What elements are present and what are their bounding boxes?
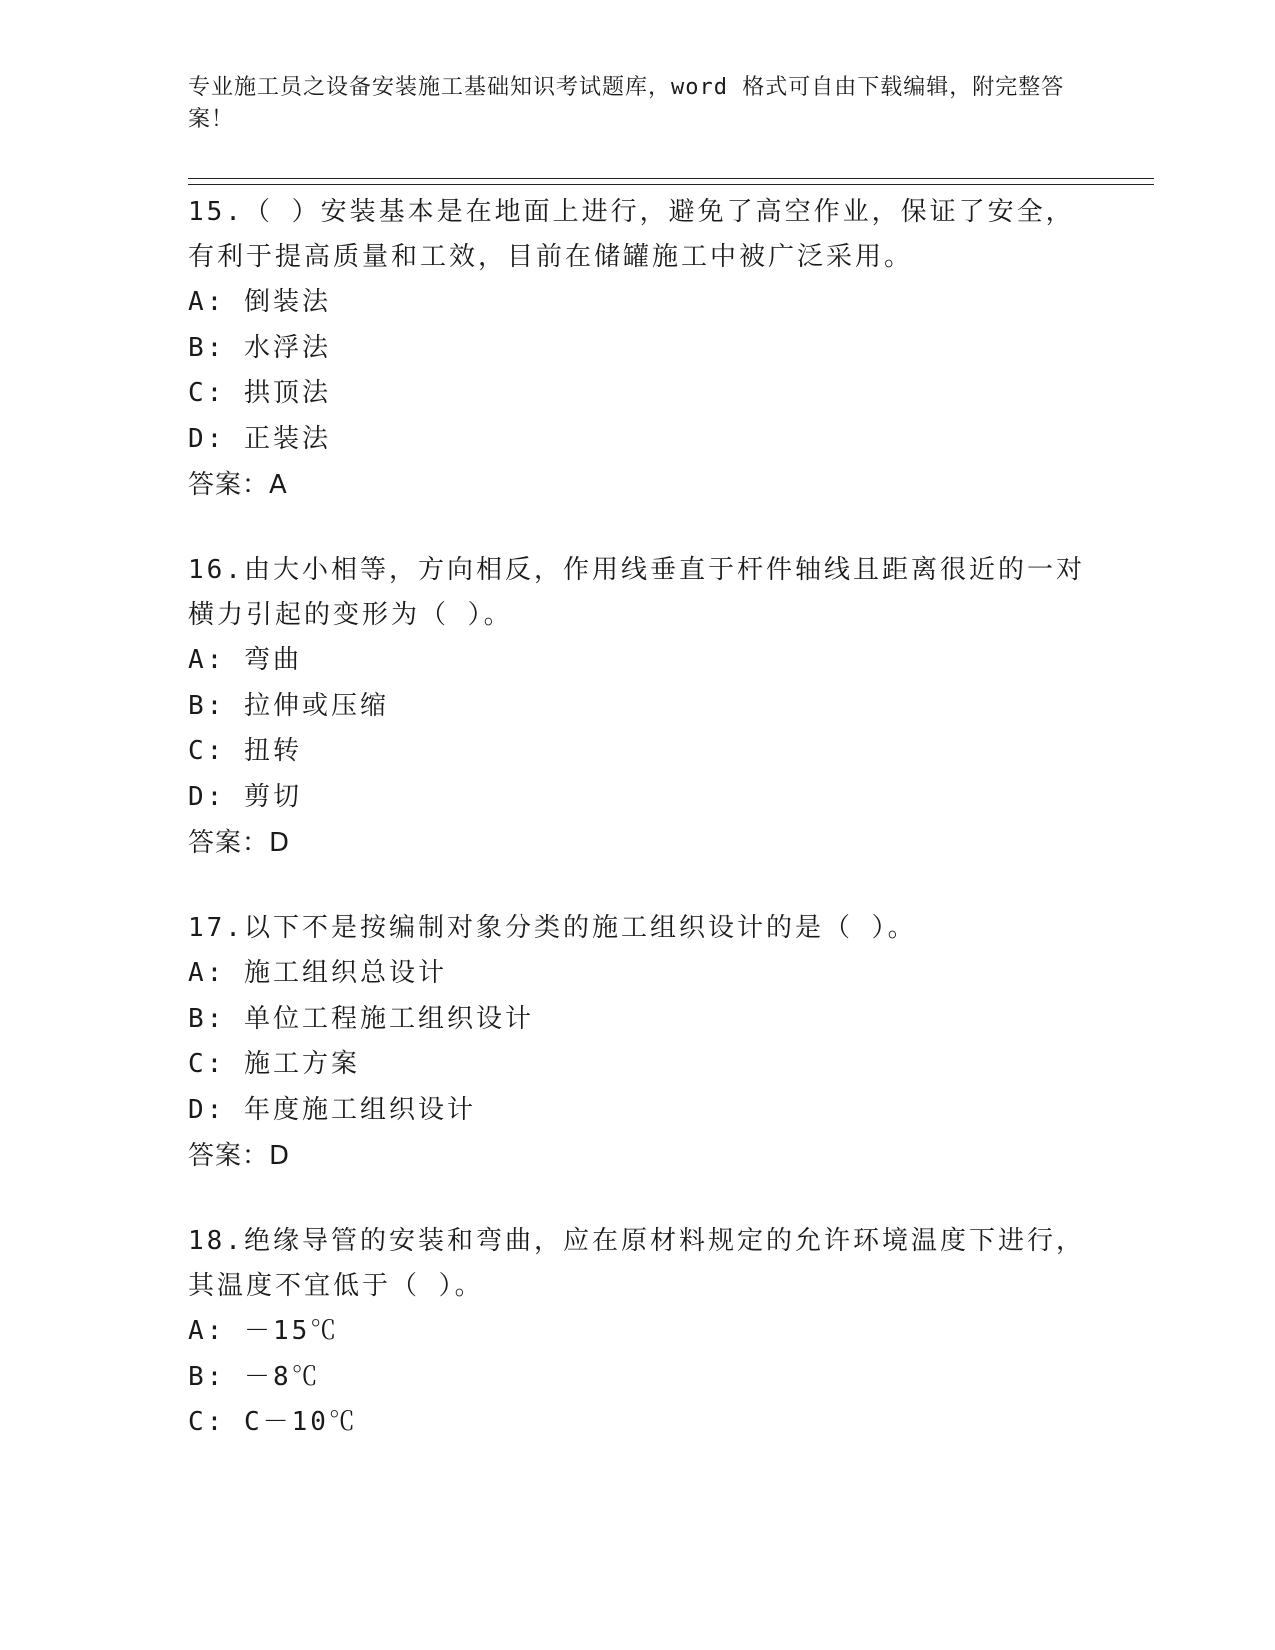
option-a: A: 施工组织总设计 bbox=[188, 958, 447, 988]
document-header: 专业施工员之设备安装施工基础知识考试题库，word 格式可自由下载编辑，附完整答案！ bbox=[188, 75, 1065, 132]
answer-line bbox=[188, 1133, 1088, 1179]
answer-line bbox=[188, 820, 1088, 866]
question-stem: 17.以下不是按编制对象分类的施工组织设计的是（ ）。 bbox=[188, 913, 917, 943]
option-d: D: 剪切 bbox=[188, 781, 302, 812]
question-15 bbox=[188, 190, 1088, 508]
option-a: A: －15℃ bbox=[188, 1316, 340, 1346]
question-stem: 18.绝缘导管的安装和弯曲，应在原材料规定的允许环境温度下进行，其温度不宜低于（ ）。 bbox=[188, 1226, 1085, 1301]
option-a: A: 倒装法 bbox=[188, 287, 331, 317]
question-16 bbox=[188, 548, 1088, 866]
option-b: B: －8℃ bbox=[188, 1361, 321, 1392]
header-divider-bottom bbox=[188, 184, 1154, 185]
answer-label: 答案： bbox=[188, 1141, 270, 1171]
option-b: B: 拉伸或压缩 bbox=[188, 690, 389, 721]
option-c: C: 拱顶法 bbox=[188, 378, 331, 408]
question-list bbox=[188, 190, 1088, 1486]
answer-value: A bbox=[269, 470, 288, 500]
header-divider-top bbox=[188, 178, 1154, 179]
question-17 bbox=[188, 906, 1088, 1179]
question-18 bbox=[188, 1219, 1088, 1446]
answer-label: 答案： bbox=[188, 470, 270, 500]
question-stem: 16.由大小相等，方向相反，作用线垂直于杆件轴线且距离很近的一对横力引起的变形为（ ）。 bbox=[188, 555, 1085, 630]
option-d: D: 年度施工组织设计 bbox=[188, 1094, 476, 1125]
answer-line bbox=[188, 462, 1088, 508]
answer-value: D bbox=[269, 828, 291, 858]
option-c: C: 扭转 bbox=[188, 736, 302, 766]
answer-value: D bbox=[269, 1141, 291, 1171]
option-c: C: C－10℃ bbox=[188, 1407, 358, 1437]
option-a: A: 弯曲 bbox=[188, 645, 302, 675]
option-b: B: 水浮法 bbox=[188, 332, 331, 363]
answer-label: 答案： bbox=[188, 828, 270, 858]
option-d: D: 正装法 bbox=[188, 423, 331, 454]
option-c: C: 施工方案 bbox=[188, 1049, 360, 1079]
question-stem: 15.（ ）安装基本是在地面上进行，避免了高空作业，保证了安全，有利于提高质量和工效，目前在储罐施工中被广泛采用。 bbox=[188, 197, 1075, 272]
option-b: B: 单位工程施工组织设计 bbox=[188, 1003, 534, 1034]
